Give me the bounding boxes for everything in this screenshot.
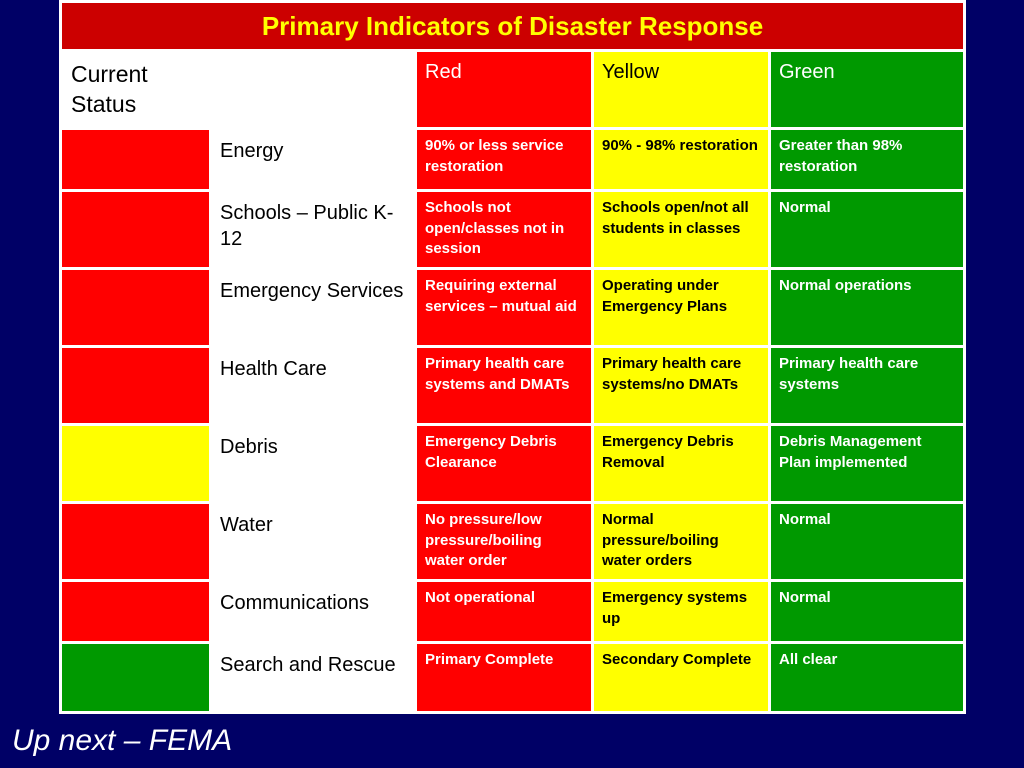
status-indicator — [62, 348, 209, 423]
green-criteria: Debris Management Plan implemented — [771, 426, 963, 501]
green-criteria: Normal — [771, 504, 963, 579]
title-row — [62, 3, 963, 49]
indicators-table-wrapper — [59, 0, 966, 709]
status-indicator — [62, 426, 209, 501]
table-row — [62, 348, 963, 423]
status-indicator — [62, 582, 209, 641]
table-row — [62, 130, 963, 189]
category-label: Water — [212, 504, 414, 579]
status-indicator — [62, 130, 209, 189]
category-label: Emergency Services — [212, 270, 414, 345]
table-row — [62, 270, 963, 345]
status-indicator — [62, 192, 209, 267]
header-category — [212, 52, 414, 127]
status-indicator — [62, 270, 209, 345]
yellow-criteria: Operating under Emergency Plans — [594, 270, 768, 345]
category-label: Schools – Public K-12 — [212, 192, 414, 267]
footer-caption: Up next – FEMA — [12, 724, 233, 757]
header-red: Red — [417, 52, 591, 127]
green-criteria: Greater than 98% restoration — [771, 130, 963, 189]
green-criteria: Primary health care systems — [771, 348, 963, 423]
yellow-criteria: Primary health care systems/no DMATs — [594, 348, 768, 423]
yellow-criteria: Emergency Debris Removal — [594, 426, 768, 501]
category-label: Debris — [212, 426, 414, 501]
table-row — [62, 426, 963, 501]
green-criteria: All clear — [771, 644, 963, 711]
yellow-criteria: Emergency systems up — [594, 582, 768, 641]
yellow-criteria: Normal pressure/boiling water orders — [594, 504, 768, 579]
table-row — [62, 192, 963, 267]
red-criteria: Schools not open/classes not in session — [417, 192, 591, 267]
header-row — [62, 52, 963, 127]
yellow-criteria: Secondary Complete — [594, 644, 768, 711]
header-green: Green — [771, 52, 963, 127]
table-row — [62, 582, 963, 641]
red-criteria: 90% or less service restoration — [417, 130, 591, 189]
table-row — [62, 504, 963, 579]
category-label: Energy — [212, 130, 414, 189]
green-criteria: Normal — [771, 192, 963, 267]
table-row — [62, 644, 963, 711]
header-current-status: Current Status — [62, 52, 209, 127]
green-criteria: Normal operations — [771, 270, 963, 345]
yellow-criteria: Schools open/not all students in classes — [594, 192, 768, 267]
indicators-table — [59, 0, 966, 714]
red-criteria: No pressure/low pressure/boiling water order — [417, 504, 591, 579]
table-title: Primary Indicators of Disaster Response — [62, 3, 963, 49]
yellow-criteria: 90% - 98% restoration — [594, 130, 768, 189]
green-criteria: Normal — [771, 582, 963, 641]
red-criteria: Emergency Debris Clearance — [417, 426, 591, 501]
category-label: Health Care — [212, 348, 414, 423]
status-indicator — [62, 644, 209, 711]
red-criteria: Primary health care systems and DMATs — [417, 348, 591, 423]
status-indicator — [62, 504, 209, 579]
header-yellow: Yellow — [594, 52, 768, 127]
red-criteria: Primary Complete — [417, 644, 591, 711]
red-criteria: Not operational — [417, 582, 591, 641]
category-label: Search and Rescue — [212, 644, 414, 711]
red-criteria: Requiring external services – mutual aid — [417, 270, 591, 345]
category-label: Communications — [212, 582, 414, 641]
